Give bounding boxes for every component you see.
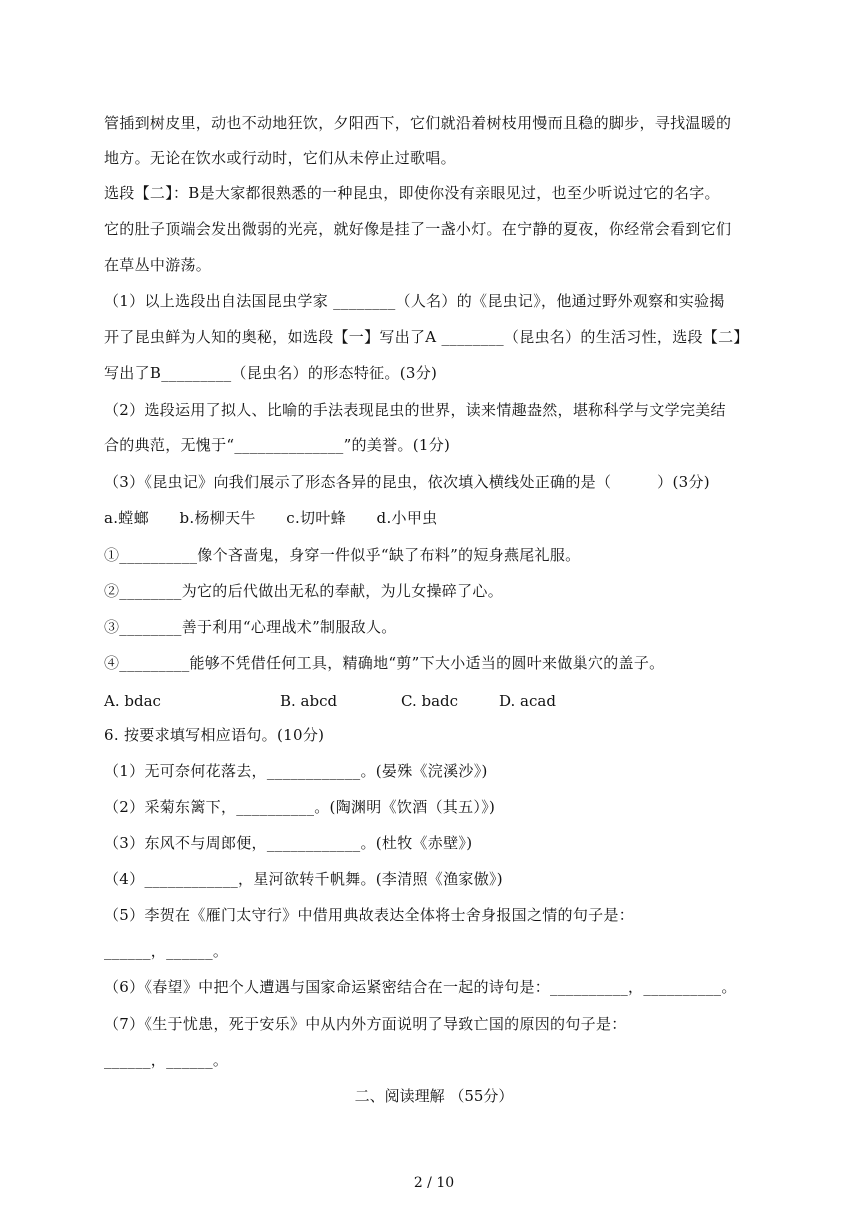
poem-item-7: （7）《生于忧患，死于安乐》中从内外方面说明了导致亡国的原因的句子是： [104,1015,627,1033]
answer-option-b: B. abcd [280,692,338,710]
answer-option-d: D. acad [499,692,556,710]
text-line: 它的肚子顶端会发出微弱的光亮，就好像是挂了一盏小灯。在宁静的夏夜，你经常会看到它们 [104,220,732,238]
answer-option-c: C. badc [401,692,459,710]
question-1-line: 开了昆虫鲜为人知的奥秘，如选段【一】写出了A ________（昆虫名）的生活习性，选段【二】 [104,328,749,346]
text-line: 管插到树皮里，动也不动地狂饮，夕阳西下，它们就沿着树枝用慢而且稳的脚步，寻找温暖的 [104,114,732,132]
poem-item-3: （3）东风不与周郎便，____________。(杜牧《赤壁》) [104,834,473,852]
poem-item-1: （1）无可奈何花落去，____________。(晏殊《浣溪沙》) [104,762,488,780]
text-line: 选段【二】：B是大家都很熟悉的一种昆虫，即使你没有亲眼见过，也至少听说过它的名字。 [104,184,720,202]
poem-item-7-blanks: ______，______。 [104,1051,229,1069]
question-2-line: （2）选段运用了拟人、比喻的手法表现昆虫的世界，读来情趣盎然，堪称科学与文学完美结 [104,401,726,419]
insect-choices: a.螳螂 b.杨柳天牛 c.切叶蜂 d.小甲虫 [104,509,438,527]
text-line: 在草丛中游荡。 [104,256,212,274]
question-6-heading: 6. 按要求填写相应语句。(10分) [104,726,325,744]
question-3-line: （3）《昆虫记》向我们展示了形态各异的昆虫，依次填入横线处正确的是（ ）(3分) [104,473,710,491]
fill-item-3: ③________善于利用“心理战术”制服敌人。 [104,618,397,636]
poem-item-5-blanks: ______，______。 [104,942,229,960]
section-title: 二、阅读理解 （55分） [354,1087,514,1105]
poem-item-4: （4）____________，星河欲转千帆舞。(李清照《渔家傲》) [104,870,503,888]
poem-item-6: （6）《春望》中把个人遭遇与国家命运紧密结合在一起的诗句是：__________，__________。 [104,978,737,996]
text-line: 地方。无论在饮水或行动时，它们从未停止过歌唱。 [104,149,456,167]
question-2-line: 合的典范，无愧于“______________”的美誉。(1分) [104,436,451,454]
answer-option-a: A. bdac [104,692,161,710]
poem-item-2: （2）采菊东篱下，__________。(陶渊明《饮酒（其五）》) [104,798,496,816]
question-1-line: （1）以上选段出自法国昆虫学家 ________（人名）的《昆虫记》，他通过野外观察和实验揭 [104,292,725,310]
fill-item-4: ④_________能够不凭借任何工具，精确地“剪”下大小适当的圆叶来做巢穴的盖子。 [104,654,665,672]
fill-item-2: ②________为它的后代做出无私的奉献，为儿女操碎了心。 [104,582,504,600]
poem-item-5: （5）李贺在《雁门太守行》中借用典故表达全体将士舍身报国之情的句子是： [104,906,635,924]
fill-item-1: ①__________像个吝啬鬼，身穿一件似乎“缺了布料”的短身燕尾礼服。 [104,546,581,564]
page-number: 2 / 10 [413,1175,455,1191]
question-1-line: 写出了B_________（昆虫名）的形态特征。(3分) [104,364,438,382]
